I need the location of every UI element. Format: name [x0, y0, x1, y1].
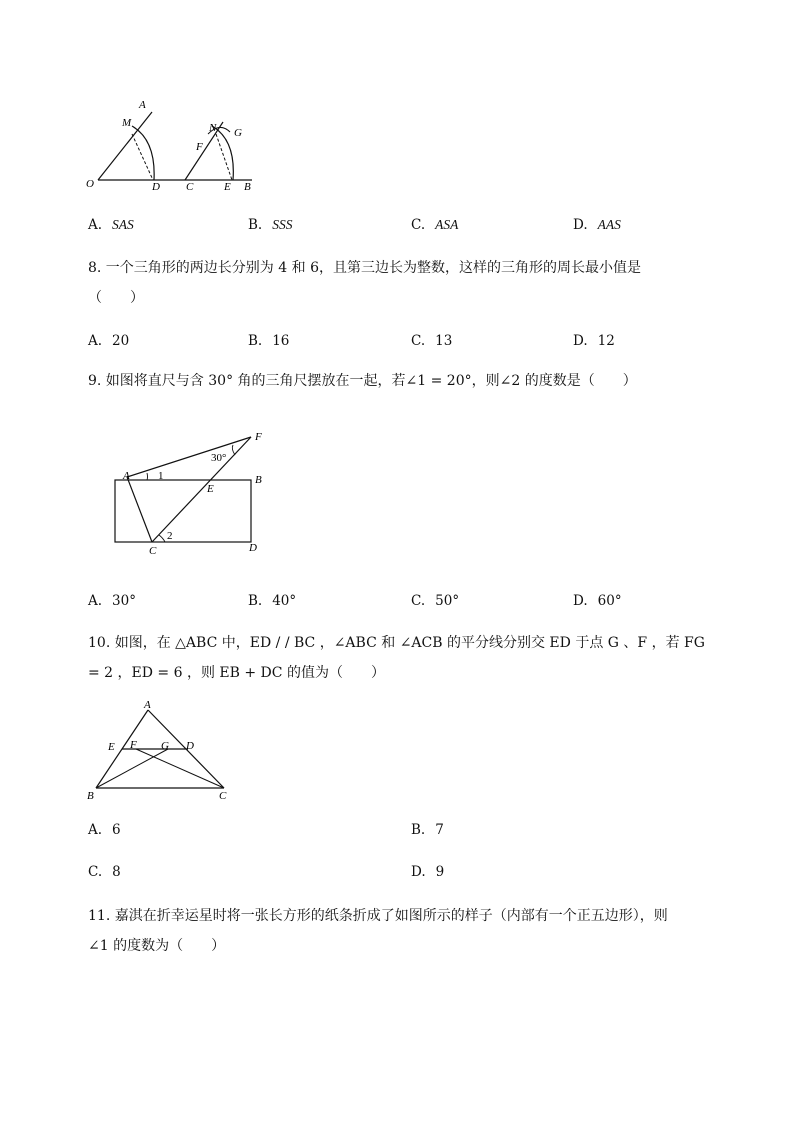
q8-option-a[interactable] — [88, 333, 129, 349]
q9-option-c-letter: C. — [411, 593, 426, 609]
q8-option-a-text: 20 — [112, 333, 130, 349]
q9-option-d-text: 60° — [597, 593, 622, 609]
fig9-label-30deg: 30° — [211, 452, 227, 464]
fig9-label-E: E — [207, 483, 214, 495]
q11-stem-line2: ∠1 的度数为（ ） — [88, 938, 226, 954]
q8-option-d-letter: D. — [573, 333, 588, 349]
q9-option-d-letter: D. — [573, 593, 588, 609]
q9-option-c-text: 50° — [435, 593, 460, 609]
q11-stem-line1: 11. 嘉淇在折幸运星时将一张长方形的纸条折成了如图所示的样子（内部有一个正五边形），则 — [88, 908, 668, 924]
q10-option-a-letter: A. — [88, 822, 103, 838]
q9-option-b-letter: B. — [248, 593, 263, 609]
q7-option-b-letter: B. — [248, 217, 263, 233]
fig7-label-D: D — [152, 181, 160, 193]
q9-option-c[interactable] — [411, 593, 459, 609]
q9-option-b-text: 40° — [272, 593, 297, 609]
q10-option-a[interactable] — [88, 822, 121, 838]
fig9-label-1: 1 — [158, 470, 164, 482]
fig7-label-C: C — [186, 181, 194, 193]
q7-option-a-text: SAS — [112, 217, 134, 232]
fig10-label-G: G — [161, 740, 169, 752]
fig7-label-B: B — [244, 181, 251, 193]
fig10-label-F: F — [130, 739, 137, 751]
fig9-label-2: 2 — [167, 530, 173, 542]
q8-option-c-text: 13 — [435, 333, 453, 349]
q7-option-d[interactable] — [573, 217, 621, 233]
figure-q9-ruler-triangle — [105, 425, 275, 560]
q8-option-d[interactable] — [573, 333, 615, 349]
q10-option-a-text: 6 — [112, 822, 121, 838]
fig9-label-B: B — [255, 474, 262, 486]
q9-option-a-text: 30° — [112, 593, 136, 609]
fig7-label-G: G — [234, 127, 242, 139]
q10-option-d[interactable] — [411, 864, 444, 880]
q7-option-a[interactable] — [88, 217, 134, 233]
q8-option-b-letter: B. — [248, 333, 263, 349]
q10-option-d-letter: D. — [411, 864, 426, 880]
fig7-label-F: F — [196, 141, 203, 153]
q8-option-c[interactable] — [411, 333, 452, 349]
fig9-label-A: A — [123, 470, 130, 482]
q8-option-d-text: 12 — [597, 333, 615, 349]
fig9-label-D: D — [249, 542, 257, 554]
q10-option-b-letter: B. — [411, 822, 426, 838]
fig10-label-E: E — [108, 741, 115, 753]
q9-stem: 9. 如图将直尺与含 30° 角的三角尺摆放在一起，若∠1 = 20°，则∠2 的度数是（ ） — [88, 373, 637, 389]
q8-option-b[interactable] — [248, 333, 289, 349]
figure-q10-triangle — [84, 696, 244, 806]
q7-option-b[interactable] — [248, 217, 292, 233]
q7-option-a-letter: A. — [88, 217, 103, 233]
q7-option-c-letter: C. — [411, 217, 426, 233]
q10-stem-line1: 10. 如图，在 △ABC 中，ED / / BC ，∠ABC 和 ∠ACB 的平分线分别交 ED 于点 G 、F ，若 FG — [88, 635, 705, 651]
fig7-label-N: N — [209, 122, 217, 134]
fig7-label-E: E — [224, 181, 231, 193]
q10-option-c-letter: C. — [88, 864, 103, 880]
q8-paren: （ ） — [88, 290, 144, 306]
q8-option-a-letter: A. — [88, 333, 103, 349]
q10-option-b-text: 7 — [435, 822, 444, 838]
fig7-label-M: M — [122, 117, 132, 129]
q10-option-c-text: 8 — [112, 864, 121, 880]
q10-option-c[interactable] — [88, 864, 121, 880]
fig9-label-C: C — [149, 545, 157, 557]
fig10-label-D: D — [186, 740, 194, 752]
q7-option-c[interactable] — [411, 217, 458, 233]
q9-option-a-letter: A. — [88, 593, 103, 609]
q9-option-d[interactable] — [573, 593, 622, 609]
q8-stem: 8. 一个三角形的两边长分别为 4 和 6，且第三边长为整数，这样的三角形的周长最小值是 — [88, 260, 641, 276]
fig7-label-A: A — [139, 99, 146, 111]
q9-option-a[interactable] — [88, 593, 136, 609]
fig7-label-O: O — [86, 178, 94, 190]
fig10-label-C: C — [219, 790, 227, 802]
fig9-label-F: F — [255, 431, 262, 443]
q7-option-d-letter: D. — [573, 217, 588, 233]
q8-option-b-text: 16 — [272, 333, 290, 349]
q10-stem-line2: = 2 ，ED = 6 ，则 EB + DC 的值为（ ） — [88, 665, 385, 681]
q7-option-b-text: SSS — [272, 217, 293, 232]
fig10-label-A: A — [144, 699, 151, 711]
q7-option-d-text: AAS — [597, 217, 621, 232]
q8-option-c-letter: C. — [411, 333, 426, 349]
q9-option-b[interactable] — [248, 593, 296, 609]
figure-q7-construction — [80, 96, 270, 196]
q10-option-b[interactable] — [411, 822, 444, 838]
fig10-label-B: B — [87, 790, 94, 802]
q7-option-c-text: ASA — [435, 217, 459, 232]
q10-option-d-text: 9 — [435, 864, 445, 880]
